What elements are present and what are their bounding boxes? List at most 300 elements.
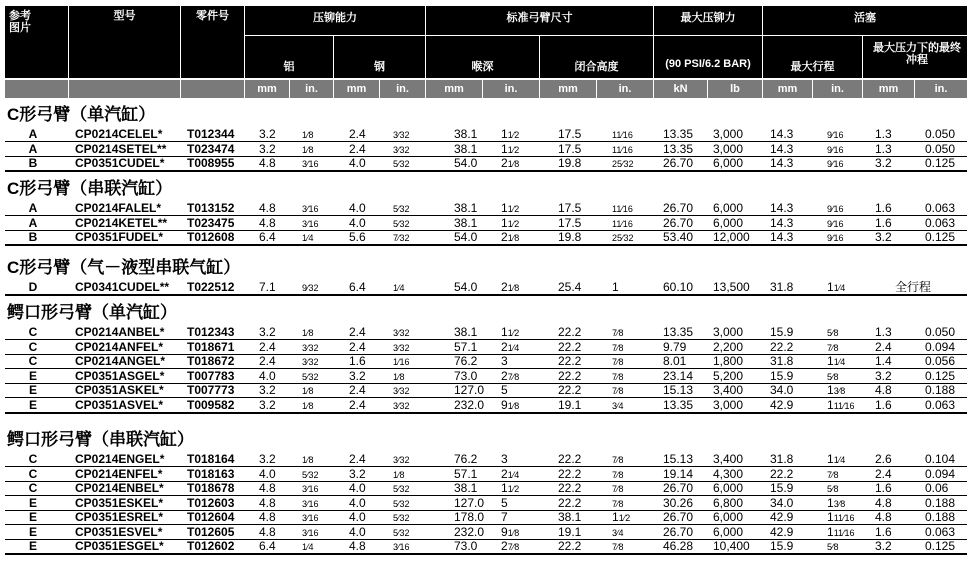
table-cell: 4.8 xyxy=(875,510,892,524)
table-cell: 1.6 xyxy=(875,524,892,539)
table-cell: 9.79 xyxy=(663,339,687,354)
table-cell: 127.0 xyxy=(454,383,485,397)
table-cell: 42.9 xyxy=(770,510,794,524)
table-cell: 21⁄8 xyxy=(501,230,520,244)
table-cell: 0.104 xyxy=(925,452,956,466)
table-cell: 76.2 xyxy=(454,452,478,466)
table-cell: 3⁄16 xyxy=(302,204,319,214)
table-cell: 6,000 xyxy=(713,524,744,539)
table-cell: 3⁄32 xyxy=(302,342,319,353)
header-final-stroke: 最大压力下的最终冲程 xyxy=(863,36,967,78)
table-cell: T018164 xyxy=(187,452,235,466)
unit-separator xyxy=(68,80,69,98)
table-cell: T013152 xyxy=(187,201,235,215)
table-row xyxy=(5,325,967,339)
table-cell: 1⁄4 xyxy=(302,542,314,552)
table-cell: 5⁄32 xyxy=(393,484,410,494)
table-cell: 3.2 xyxy=(349,466,366,481)
row-divider xyxy=(5,553,967,555)
table-cell: 91⁄8 xyxy=(501,524,520,539)
table-cell: 11⁄4 xyxy=(827,280,846,294)
table-cell: 6.4 xyxy=(349,280,366,294)
table-cell: 11⁄4 xyxy=(827,354,846,368)
table-cell: T023474 xyxy=(187,141,235,156)
table-cell: 15.13 xyxy=(663,452,694,466)
table-cell: CP0351CUDEL* xyxy=(75,156,165,170)
header-max-stroke: 最大行程 xyxy=(763,36,862,78)
table-cell: 0.188 xyxy=(925,495,956,510)
table-cell: 3.2 xyxy=(875,156,892,170)
table-cell: 22.2 xyxy=(770,466,794,481)
table-cell: 5⁄32 xyxy=(393,218,410,229)
table-cell: 9⁄16 xyxy=(827,218,844,229)
table-cell: 5⁄8 xyxy=(827,328,839,338)
table-cell: 4.8 xyxy=(259,495,276,510)
table-cell: 0.094 xyxy=(925,466,956,481)
table-cell: CP0351ASKEL* xyxy=(75,383,164,397)
table-cell: 1⁄8 xyxy=(302,328,314,338)
table-cell: B xyxy=(28,156,38,170)
table-header xyxy=(5,6,967,95)
table-cell: A xyxy=(28,141,38,156)
table-cell: 1⁄8 xyxy=(302,400,314,411)
table-cell: 4.0 xyxy=(259,466,276,481)
table-cell: 0.125 xyxy=(925,156,956,170)
table-cell: 7⁄8 xyxy=(612,542,624,552)
table-cell: 3⁄16 xyxy=(302,527,319,538)
table-cell: 38.1 xyxy=(454,215,478,230)
table-cell: 14.3 xyxy=(770,201,794,215)
table-cell: 11⁄16 xyxy=(612,204,633,214)
table-cell: 2.4 xyxy=(349,141,366,156)
table-cell: C xyxy=(28,339,38,354)
table-cell: 3⁄16 xyxy=(302,484,319,494)
table-cell: 1.6 xyxy=(349,354,366,368)
table-cell: 11⁄16 xyxy=(612,218,633,229)
table-cell: 11⁄2 xyxy=(501,215,520,230)
table-cell: T008955 xyxy=(187,156,235,170)
table-cell: 22.2 xyxy=(770,339,794,354)
table-cell: 0.188 xyxy=(925,510,956,524)
table-cell: 3.2 xyxy=(875,539,892,553)
table-cell: 1⁄4 xyxy=(302,233,314,243)
unit-label: mm xyxy=(346,83,367,95)
table-cell: 111⁄16 xyxy=(827,524,855,539)
table-cell: 5 xyxy=(501,383,508,397)
row-divider xyxy=(5,244,967,246)
table-cell: 0.125 xyxy=(925,230,956,244)
table-cell: 42.9 xyxy=(770,524,794,539)
table-cell: 2.4 xyxy=(349,383,366,397)
unit-label: mm xyxy=(777,83,798,95)
table-cell: CP0214ENFEL* xyxy=(75,466,163,481)
table-cell: 6.4 xyxy=(259,539,276,553)
table-cell: 0.188 xyxy=(925,383,956,397)
table-cell: 9⁄16 xyxy=(827,204,844,214)
table-cell: 7⁄8 xyxy=(612,342,624,353)
table-cell: 14.3 xyxy=(770,141,794,156)
table-cell: CP0214ENBEL* xyxy=(75,481,164,495)
table-cell: 13.35 xyxy=(663,397,694,412)
table-cell: 7⁄8 xyxy=(612,498,624,509)
table-cell: 0.063 xyxy=(925,524,956,539)
row-divider xyxy=(5,412,967,414)
unit-label: mm xyxy=(444,83,464,95)
table-cell: 3⁄32 xyxy=(393,342,410,353)
table-cell: 1.6 xyxy=(875,481,892,495)
header-model: 型号 xyxy=(69,6,180,78)
table-cell: 3⁄32 xyxy=(393,130,410,140)
table-cell: 4.0 xyxy=(349,201,366,215)
table-cell: 1 xyxy=(612,280,619,294)
header-closed-height: 闭合高度 xyxy=(540,36,653,78)
table-cell: 232.0 xyxy=(454,397,485,412)
table-cell: 11⁄2 xyxy=(612,510,631,524)
table-cell: 3.2 xyxy=(259,452,276,466)
table-cell: CP0341CUDEL** xyxy=(75,280,170,294)
table-cell: 17.5 xyxy=(558,201,582,215)
table-cell: D xyxy=(28,280,38,294)
table-cell: 3,000 xyxy=(713,127,744,141)
table-cell: 0.063 xyxy=(925,397,956,412)
table-cell: 26.70 xyxy=(663,201,694,215)
table-cell: 4.0 xyxy=(349,156,366,170)
table-cell: 60.10 xyxy=(663,280,694,294)
table-cell: 4.0 xyxy=(349,215,366,230)
table-cell: CP0351ASGEL* xyxy=(75,368,165,383)
table-cell: 4.0 xyxy=(349,510,366,524)
table-cell: 73.0 xyxy=(454,539,478,553)
table-row xyxy=(5,496,967,510)
table-cell: 3.2 xyxy=(259,127,276,141)
table-row xyxy=(5,383,967,397)
section-title: 鳄口形弓臂（单汽缸） xyxy=(7,303,177,322)
table-cell: 全行程 xyxy=(895,280,932,294)
row-divider xyxy=(5,294,967,296)
table-cell: E xyxy=(28,539,37,553)
table-cell: 3.2 xyxy=(875,368,892,383)
table-cell: 3⁄16 xyxy=(393,542,410,552)
table-cell: 11⁄2 xyxy=(501,201,520,215)
table-row xyxy=(5,481,967,495)
table-cell: 3 xyxy=(501,452,508,466)
table-cell: 31.8 xyxy=(770,452,794,466)
unit-label: in. xyxy=(618,83,632,95)
table-cell: CP0214ANFEL* xyxy=(75,339,164,354)
table-cell: 3 xyxy=(501,354,508,368)
table-cell: 5⁄32 xyxy=(393,204,410,214)
table-cell: T018671 xyxy=(187,339,235,354)
table-cell: 232.0 xyxy=(454,524,485,539)
table-cell: 1⁄8 xyxy=(302,386,314,396)
table-cell: CP0351FUDEL* xyxy=(75,230,164,244)
table-cell: 1.3 xyxy=(875,325,892,339)
table-cell: 21⁄4 xyxy=(501,466,520,481)
table-cell: 11⁄4 xyxy=(827,452,846,466)
table-cell: 111⁄16 xyxy=(827,510,855,524)
table-cell: 1.3 xyxy=(875,127,892,141)
table-cell: 2.4 xyxy=(875,339,892,354)
table-cell: 3.2 xyxy=(259,383,276,397)
table-cell: 5⁄32 xyxy=(393,527,410,538)
unit-label: in. xyxy=(831,83,844,95)
table-row xyxy=(5,525,967,539)
table-cell: 0.06 xyxy=(925,481,949,495)
table-row xyxy=(5,539,967,553)
table-cell: 9⁄32 xyxy=(302,283,319,293)
header-part: 零件号 xyxy=(181,6,244,78)
table-cell: 4.8 xyxy=(875,495,892,510)
table-row xyxy=(5,156,967,170)
table-cell: 0.125 xyxy=(925,539,956,553)
table-cell: 22.2 xyxy=(558,325,582,339)
table-cell: 3.2 xyxy=(349,368,366,383)
row-divider xyxy=(5,170,967,172)
table-cell: 4.0 xyxy=(349,495,366,510)
table-cell: 3⁄16 xyxy=(302,218,319,229)
table-cell: CP0214ENGEL* xyxy=(75,452,165,466)
unit-label: in. xyxy=(504,83,518,95)
table-cell: 14.3 xyxy=(770,215,794,230)
table-cell: 2.4 xyxy=(349,339,366,354)
header-max-force: 最大压铆力 xyxy=(654,6,762,35)
table-cell: 0.125 xyxy=(925,368,956,383)
table-cell: C xyxy=(28,481,38,495)
table-cell: 6,000 xyxy=(713,156,744,170)
table-cell: CP0351ESREL* xyxy=(75,510,164,524)
table-cell: T012603 xyxy=(187,495,235,510)
table-cell: 1⁄8 xyxy=(302,455,314,465)
table-row xyxy=(5,216,967,230)
table-cell: 1⁄16 xyxy=(393,357,410,367)
unit-label: kN xyxy=(673,83,688,95)
table-cell: 5⁄32 xyxy=(393,513,410,523)
table-cell: 31.8 xyxy=(770,280,794,294)
table-cell: 4.8 xyxy=(259,524,276,539)
table-cell: CP0214KETEL** xyxy=(75,215,168,230)
table-cell: 76.2 xyxy=(454,354,478,368)
table-cell: T023475 xyxy=(187,215,235,230)
table-cell: 26.70 xyxy=(663,510,694,524)
section-title: C形弓臂（单汽缸） xyxy=(7,105,156,124)
table-cell: 15.13 xyxy=(663,383,694,397)
table-row xyxy=(5,369,967,383)
table-cell: 3.2 xyxy=(259,325,276,339)
table-cell: 4.8 xyxy=(259,481,276,495)
table-cell: 15.9 xyxy=(770,481,794,495)
table-cell: C xyxy=(28,466,38,481)
table-cell: 91⁄8 xyxy=(501,397,520,412)
table-cell: 57.1 xyxy=(454,466,478,481)
table-cell: 15.9 xyxy=(770,325,794,339)
table-cell: T012605 xyxy=(187,524,235,539)
table-cell: 1.4 xyxy=(875,354,892,368)
table-cell: 0.050 xyxy=(925,325,956,339)
table-cell: 22.2 xyxy=(558,452,582,466)
table-cell: C xyxy=(28,325,38,339)
table-cell: 2.4 xyxy=(259,339,276,354)
table-cell: 4.0 xyxy=(349,481,366,495)
table-cell: 6,000 xyxy=(713,201,744,215)
table-cell: 22.2 xyxy=(558,466,582,481)
table-cell: CP0214FALEL* xyxy=(75,201,162,215)
table-row xyxy=(5,452,967,466)
table-cell: T007773 xyxy=(187,383,235,397)
table-cell: 11⁄2 xyxy=(501,481,520,495)
table-cell: E xyxy=(28,383,37,397)
table-cell: 6,000 xyxy=(713,215,744,230)
table-cell: 2,200 xyxy=(713,339,744,354)
table-cell: 13⁄8 xyxy=(827,495,846,510)
table-cell: 7⁄8 xyxy=(612,357,624,367)
header-ref xyxy=(5,6,68,78)
table-cell: 7 xyxy=(501,510,508,524)
table-cell: 27⁄8 xyxy=(501,539,520,553)
table-cell: 11⁄2 xyxy=(501,325,520,339)
table-cell: 7.1 xyxy=(259,280,276,294)
table-cell: 7⁄32 xyxy=(393,233,410,243)
table-row xyxy=(5,142,967,156)
table-cell: CP0214ANBEL* xyxy=(75,325,165,339)
table-cell: 3⁄32 xyxy=(393,400,410,411)
table-cell: 22.2 xyxy=(558,368,582,383)
table-cell: 1.3 xyxy=(875,141,892,156)
table-cell: 54.0 xyxy=(454,230,478,244)
table-cell: 11⁄16 xyxy=(612,130,633,140)
table-cell: 14.3 xyxy=(770,156,794,170)
table-cell: 7⁄8 xyxy=(612,371,624,382)
table-row xyxy=(5,201,967,215)
table-cell: 0.063 xyxy=(925,215,956,230)
header-steel: 钢 xyxy=(334,36,425,78)
table-cell: 26.70 xyxy=(663,215,694,230)
section-title: C形弓臂（串联汽缸） xyxy=(7,179,173,198)
table-cell: 7⁄8 xyxy=(612,328,624,338)
table-cell: 3,400 xyxy=(713,452,744,466)
table-cell: 1.6 xyxy=(875,201,892,215)
table-cell: T009582 xyxy=(187,397,235,412)
unit-separator xyxy=(180,80,181,98)
table-cell: 3.2 xyxy=(259,141,276,156)
table-cell: 23.14 xyxy=(663,368,694,383)
table-cell: 1⁄8 xyxy=(393,371,405,382)
table-cell: 11⁄16 xyxy=(612,144,633,155)
table-cell: 13,500 xyxy=(713,280,750,294)
unit-label: mm xyxy=(257,83,277,95)
table-cell: 17.5 xyxy=(558,215,582,230)
table-cell: 0.063 xyxy=(925,201,956,215)
table-cell: 8.01 xyxy=(663,354,687,368)
table-cell: 0.050 xyxy=(925,141,956,156)
table-cell: 5.6 xyxy=(349,230,366,244)
section-title: 鳄口形弓臂（串联汽缸） xyxy=(7,430,194,449)
table-cell: 30.26 xyxy=(663,495,694,510)
table-cell: CP0351ESKEL* xyxy=(75,495,164,510)
table-cell: 15.9 xyxy=(770,539,794,553)
table-cell: 7⁄8 xyxy=(827,469,839,480)
table-cell: 22.2 xyxy=(558,495,582,510)
table-cell: 38.1 xyxy=(454,141,478,156)
table-cell: 3⁄32 xyxy=(302,357,319,367)
table-cell: 5⁄8 xyxy=(827,542,839,552)
table-cell: 19.8 xyxy=(558,156,582,170)
table-cell: 2.4 xyxy=(259,354,276,368)
table-cell: 26.70 xyxy=(663,524,694,539)
table-row xyxy=(5,398,967,412)
units-bar xyxy=(5,80,967,98)
header-std-arm: 标准弓臂尺寸 xyxy=(426,6,653,35)
table-cell: 111⁄16 xyxy=(827,397,855,412)
table-cell: 1.6 xyxy=(875,397,892,412)
table-cell: T012344 xyxy=(187,127,235,141)
table-cell: 54.0 xyxy=(454,156,478,170)
table-cell: 26.70 xyxy=(663,481,694,495)
table-cell: 19.14 xyxy=(663,466,694,481)
table-cell: 53.40 xyxy=(663,230,694,244)
table-cell: C xyxy=(28,354,38,368)
table-cell: 5⁄8 xyxy=(827,484,839,494)
table-cell: A xyxy=(28,201,38,215)
table-cell: 1⁄8 xyxy=(302,130,314,140)
table-cell: 14.3 xyxy=(770,230,794,244)
table-cell: T018678 xyxy=(187,481,235,495)
table-cell: E xyxy=(28,368,37,383)
table-cell: 3⁄32 xyxy=(393,455,410,465)
table-cell: 6,000 xyxy=(713,481,744,495)
table-cell: 7⁄8 xyxy=(612,455,624,465)
table-cell: 6,000 xyxy=(713,510,744,524)
table-cell: CP0351ASVEL* xyxy=(75,397,164,412)
table-row xyxy=(5,230,967,244)
unit-label: in. xyxy=(396,83,409,95)
table-cell: 1⁄8 xyxy=(302,144,314,155)
table-cell: 38.1 xyxy=(454,201,478,215)
header-crimp-capacity: 压铆能力 xyxy=(245,6,425,35)
table-cell: 21⁄8 xyxy=(501,156,520,170)
table-row xyxy=(5,510,967,524)
table-cell: T018163 xyxy=(187,466,235,481)
table-cell: 54.0 xyxy=(454,280,478,294)
table-cell: T022512 xyxy=(187,280,235,294)
table-cell: 22.2 xyxy=(558,354,582,368)
table-cell: CP0351ESGEL* xyxy=(75,539,164,553)
table-cell: 26.70 xyxy=(663,156,694,170)
table-cell: 2.4 xyxy=(349,452,366,466)
table-cell: 3⁄16 xyxy=(302,159,319,169)
table-cell: 22.2 xyxy=(558,539,582,553)
table-cell: 9⁄16 xyxy=(827,233,844,243)
table-cell: 2.4 xyxy=(349,397,366,412)
table-cell: 38.1 xyxy=(558,510,582,524)
section-title: C形弓臂（气－液型串联气缸） xyxy=(7,258,241,277)
table-cell: 2.4 xyxy=(875,466,892,481)
table-cell: 5⁄32 xyxy=(393,159,410,169)
table-cell: 1⁄4 xyxy=(393,283,405,293)
table-cell: 1.6 xyxy=(875,215,892,230)
table-cell: 0.056 xyxy=(925,354,956,368)
table-cell: T012343 xyxy=(187,325,235,339)
table-cell: 3⁄4 xyxy=(612,527,624,538)
table-cell: 1,800 xyxy=(713,354,744,368)
table-cell: 46.28 xyxy=(663,539,694,553)
table-cell: 2.6 xyxy=(875,452,892,466)
table-cell: 3⁄32 xyxy=(393,144,410,155)
table-cell: 25⁄32 xyxy=(612,233,634,243)
table-cell: 15.9 xyxy=(770,368,794,383)
table-cell: 5⁄32 xyxy=(302,371,319,382)
table-cell: 7⁄8 xyxy=(827,342,839,353)
table-cell: 13.35 xyxy=(663,325,694,339)
